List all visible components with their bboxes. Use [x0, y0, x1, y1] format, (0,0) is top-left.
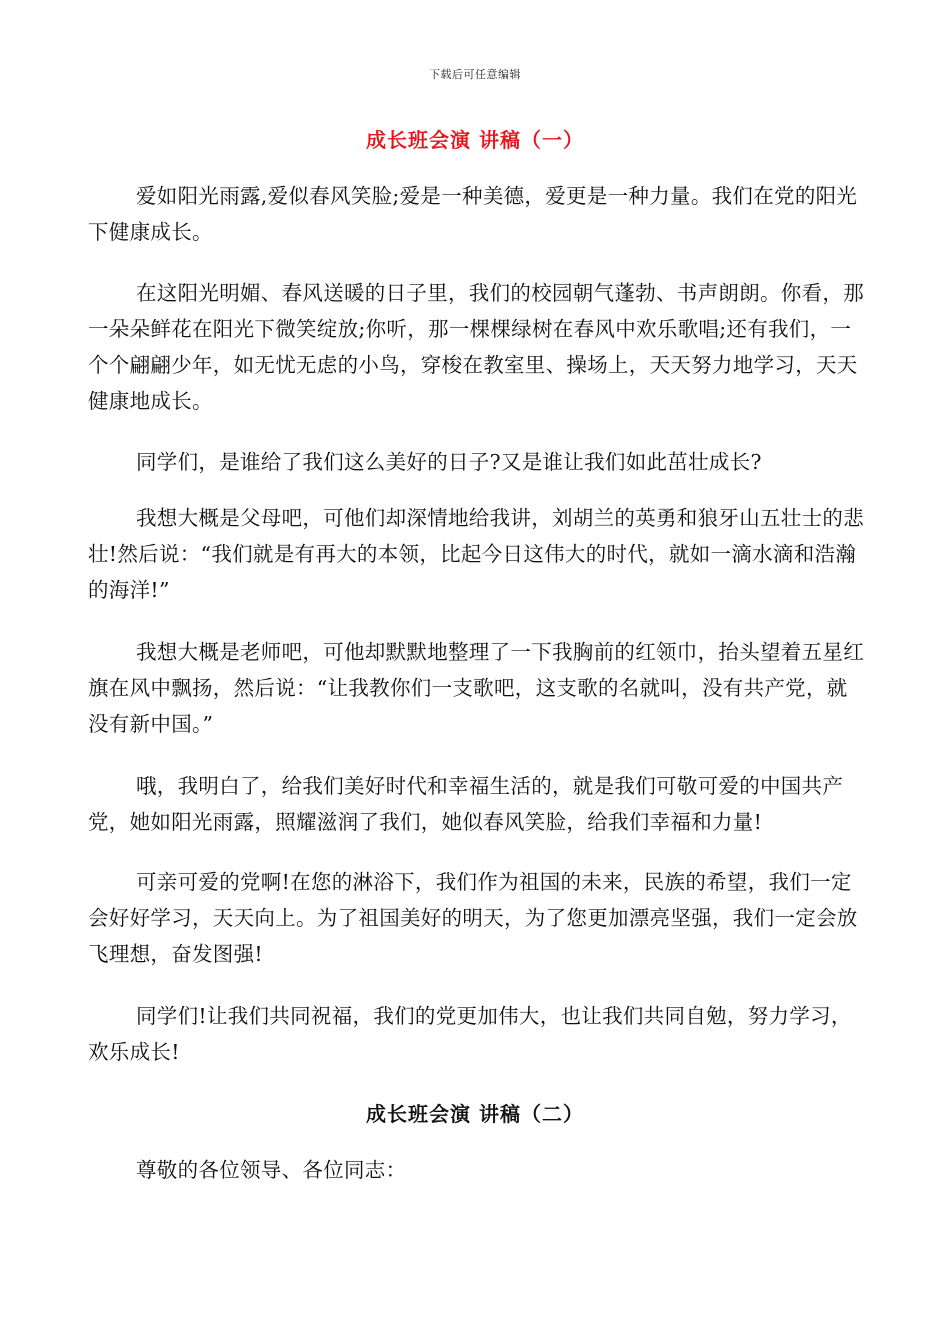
section-1-title: 成长班会演 讲稿（一）	[366, 128, 584, 152]
paragraph: 同学们!让我们共同祝福，我们的党更加伟大，也让我们共同自勉，努力学习， 欢乐成长!	[88, 1004, 852, 1064]
paragraph: 哦，我明白了，给我们美好时代和幸福生活的，就是我们可敬可爱的中国共产党，她如阳光雨露，照耀滋润了我们，她似春风笑脸，给我们幸福和力量!	[88, 774, 844, 834]
section-2-title: 成长班会演 讲稿（二）	[366, 1102, 584, 1126]
header-note: 下载后可任意编辑	[429, 68, 521, 81]
paragraph: 我想大概是老师吧，可他却默默地整理了一下我胸前的红领巾，抬头望着五星红旗在风中飘扬，然后说：“让我教你们一支歌吧，这支歌的名就叫，没有共产党，就没有新中国。”	[88, 640, 864, 736]
paragraph: 同学们，是谁给了我们这么美好的日子?又是谁让我们如此茁壮成长?	[136, 450, 762, 474]
paragraph: 爱如阳光雨露,爱似春风笑脸;爱是一种美德，爱更是一种力量。我们在党的阳光下健康成长。	[88, 184, 858, 244]
paragraph: 可亲可爱的党啊!在您的淋浴下，我们作为祖国的未来，民族的希望，我们一定会好好学习，天天向上。为了祖国美好的明天，为了您更加漂亮坚强，我们一定会放飞理想，奋发图强!	[88, 870, 858, 966]
paragraph: 我想大概是父母吧，可他们却深情地给我讲，刘胡兰的英勇和狼牙山五壮士的悲壮!然后说：“我们就是有再大的本领，比起今日这伟大的时代，就如一滴水滴和浩瀚的海洋!”	[88, 506, 864, 602]
paragraph: 尊敬的各位领导、各位同志：	[136, 1158, 407, 1182]
paragraph: 在这阳光明媚、春风送暖的日子里，我们的校园朝气蓬勃、书声朗朗。你看，那一朵朵鲜花在阳光下微笑绽放;你听，那一棵棵绿树在春风中欢乐歌唱;还有我们，一个个翩翩少年，如无忧无虑的小鸟，穿梭在教室里、操场上，天天努力地学习，天天健康地成长。	[88, 281, 864, 413]
